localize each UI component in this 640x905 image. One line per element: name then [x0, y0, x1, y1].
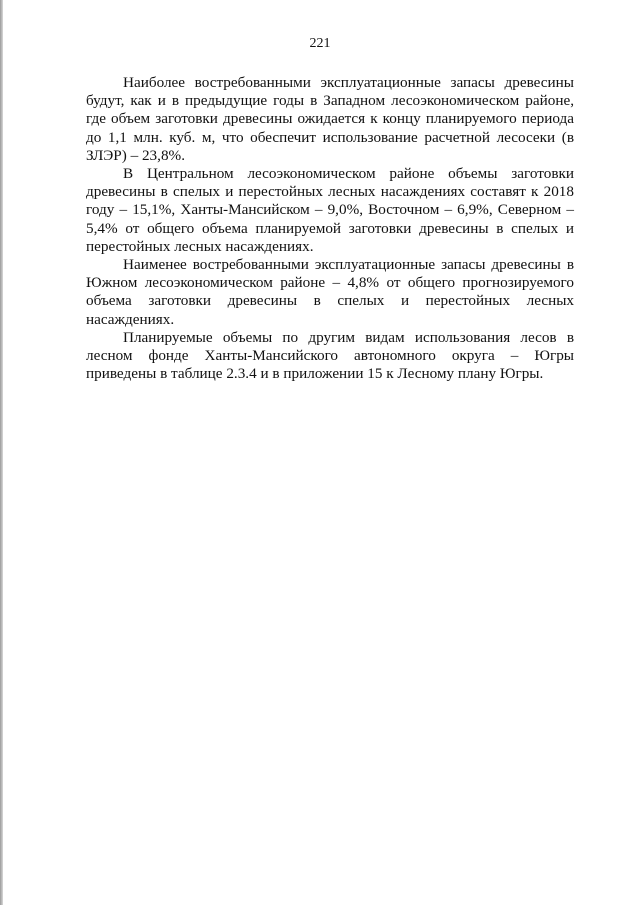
paragraph-other-uses: Планируемые объемы по другим видам использования лесов в лесном фонде Ханты-Мансийского автономного округа – Югры приведены в таблице 2.3.4 и в приложении 15 к Лесному плану Югры.: [86, 328, 574, 383]
paragraph-south-region: Наименее востребованными эксплуатационные запасы древесины в Южном лесоэкономическом районе – 4,8% от общего прогнозируемого объема заготовки древесины в спелых и перестойных лесных насаждениях.: [86, 256, 574, 328]
paragraph-central-region: В Центральном лесоэкономическом районе объемы заготовки древесины в спелых и перестойных лесных насаждениях составят к 2018 году – 15,1%, Ханты-Мансийском – 9,0%, Восточном – 6,9%, Северном – 5,4% от общего объема планируемой заготовки древесины в спелых и перестойных лесных насаждениях.: [86, 165, 574, 255]
page-number: 221: [309, 36, 331, 51]
scan-edge: [0, 0, 3, 905]
paragraph-west-region: Наиболее востребованными эксплуатационные запасы древесины будут, как и в предыдущие годы в Западном лесоэкономическом районе, где объем заготовки древесины ожидается к концу планируемого периода до 1,1 млн. куб. м, что обеспечит использование расчетной лесосеки (в ЗЛЭР) – 23,8%.: [86, 74, 574, 164]
document-body: [86, 74, 574, 383]
